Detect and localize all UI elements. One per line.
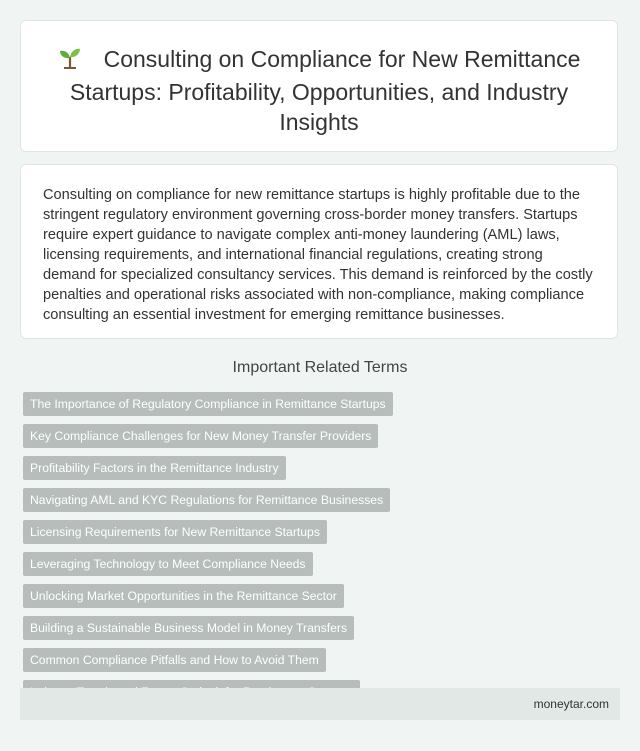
related-term-tag[interactable]: Navigating AML and KYC Regulations for Remittance Businesses (23, 488, 390, 512)
summary-text: Consulting on compliance for new remittance startups is highly profitable due to the stringent regulatory environment governing cross-border money transfers. Startups require expert guidance to navigate complex anti-money laundering (AML) laws, licensing requirements, and international financial regulations, creating strong demand for specialized consultancy services. This demand is reinforced by the costly penalties and operational risks associated with non-compliance, making compliance consulting an essential investment for emerging remittance businesses. (43, 187, 593, 323)
footer (20, 688, 620, 720)
related-term-tag[interactable]: Common Compliance Pitfalls and How to Avoid Them (23, 648, 326, 672)
related-term-tag[interactable]: Building a Sustainable Business Model in Money Transfers (23, 616, 354, 640)
site-name: moneytar.com (533, 697, 609, 711)
related-terms-list (23, 392, 623, 704)
related-term-tag[interactable]: Key Compliance Challenges for New Money Transfer Providers (23, 424, 378, 448)
page-title-text: Consulting on Compliance for New Remittance Startups: Profitability, Opportunities, and Industry Insights (69, 46, 581, 135)
related-term-tag[interactable]: Unlocking Market Opportunities in the Remittance Sector (23, 584, 344, 608)
related-term-tag[interactable]: Leveraging Technology to Meet Compliance Needs (23, 552, 313, 576)
related-term-tag[interactable]: The Importance of Regulatory Compliance in Remittance Startups (23, 392, 393, 416)
sprout-icon (58, 46, 82, 77)
related-terms-heading: Important Related Terms (232, 359, 408, 376)
summary-card (20, 164, 618, 339)
title-card (20, 20, 618, 152)
related-term-tag[interactable]: Profitability Factors in the Remittance Industry (23, 456, 286, 480)
page-title (21, 21, 617, 137)
related-term-tag[interactable]: Licensing Requirements for New Remittance Startups (23, 520, 327, 544)
